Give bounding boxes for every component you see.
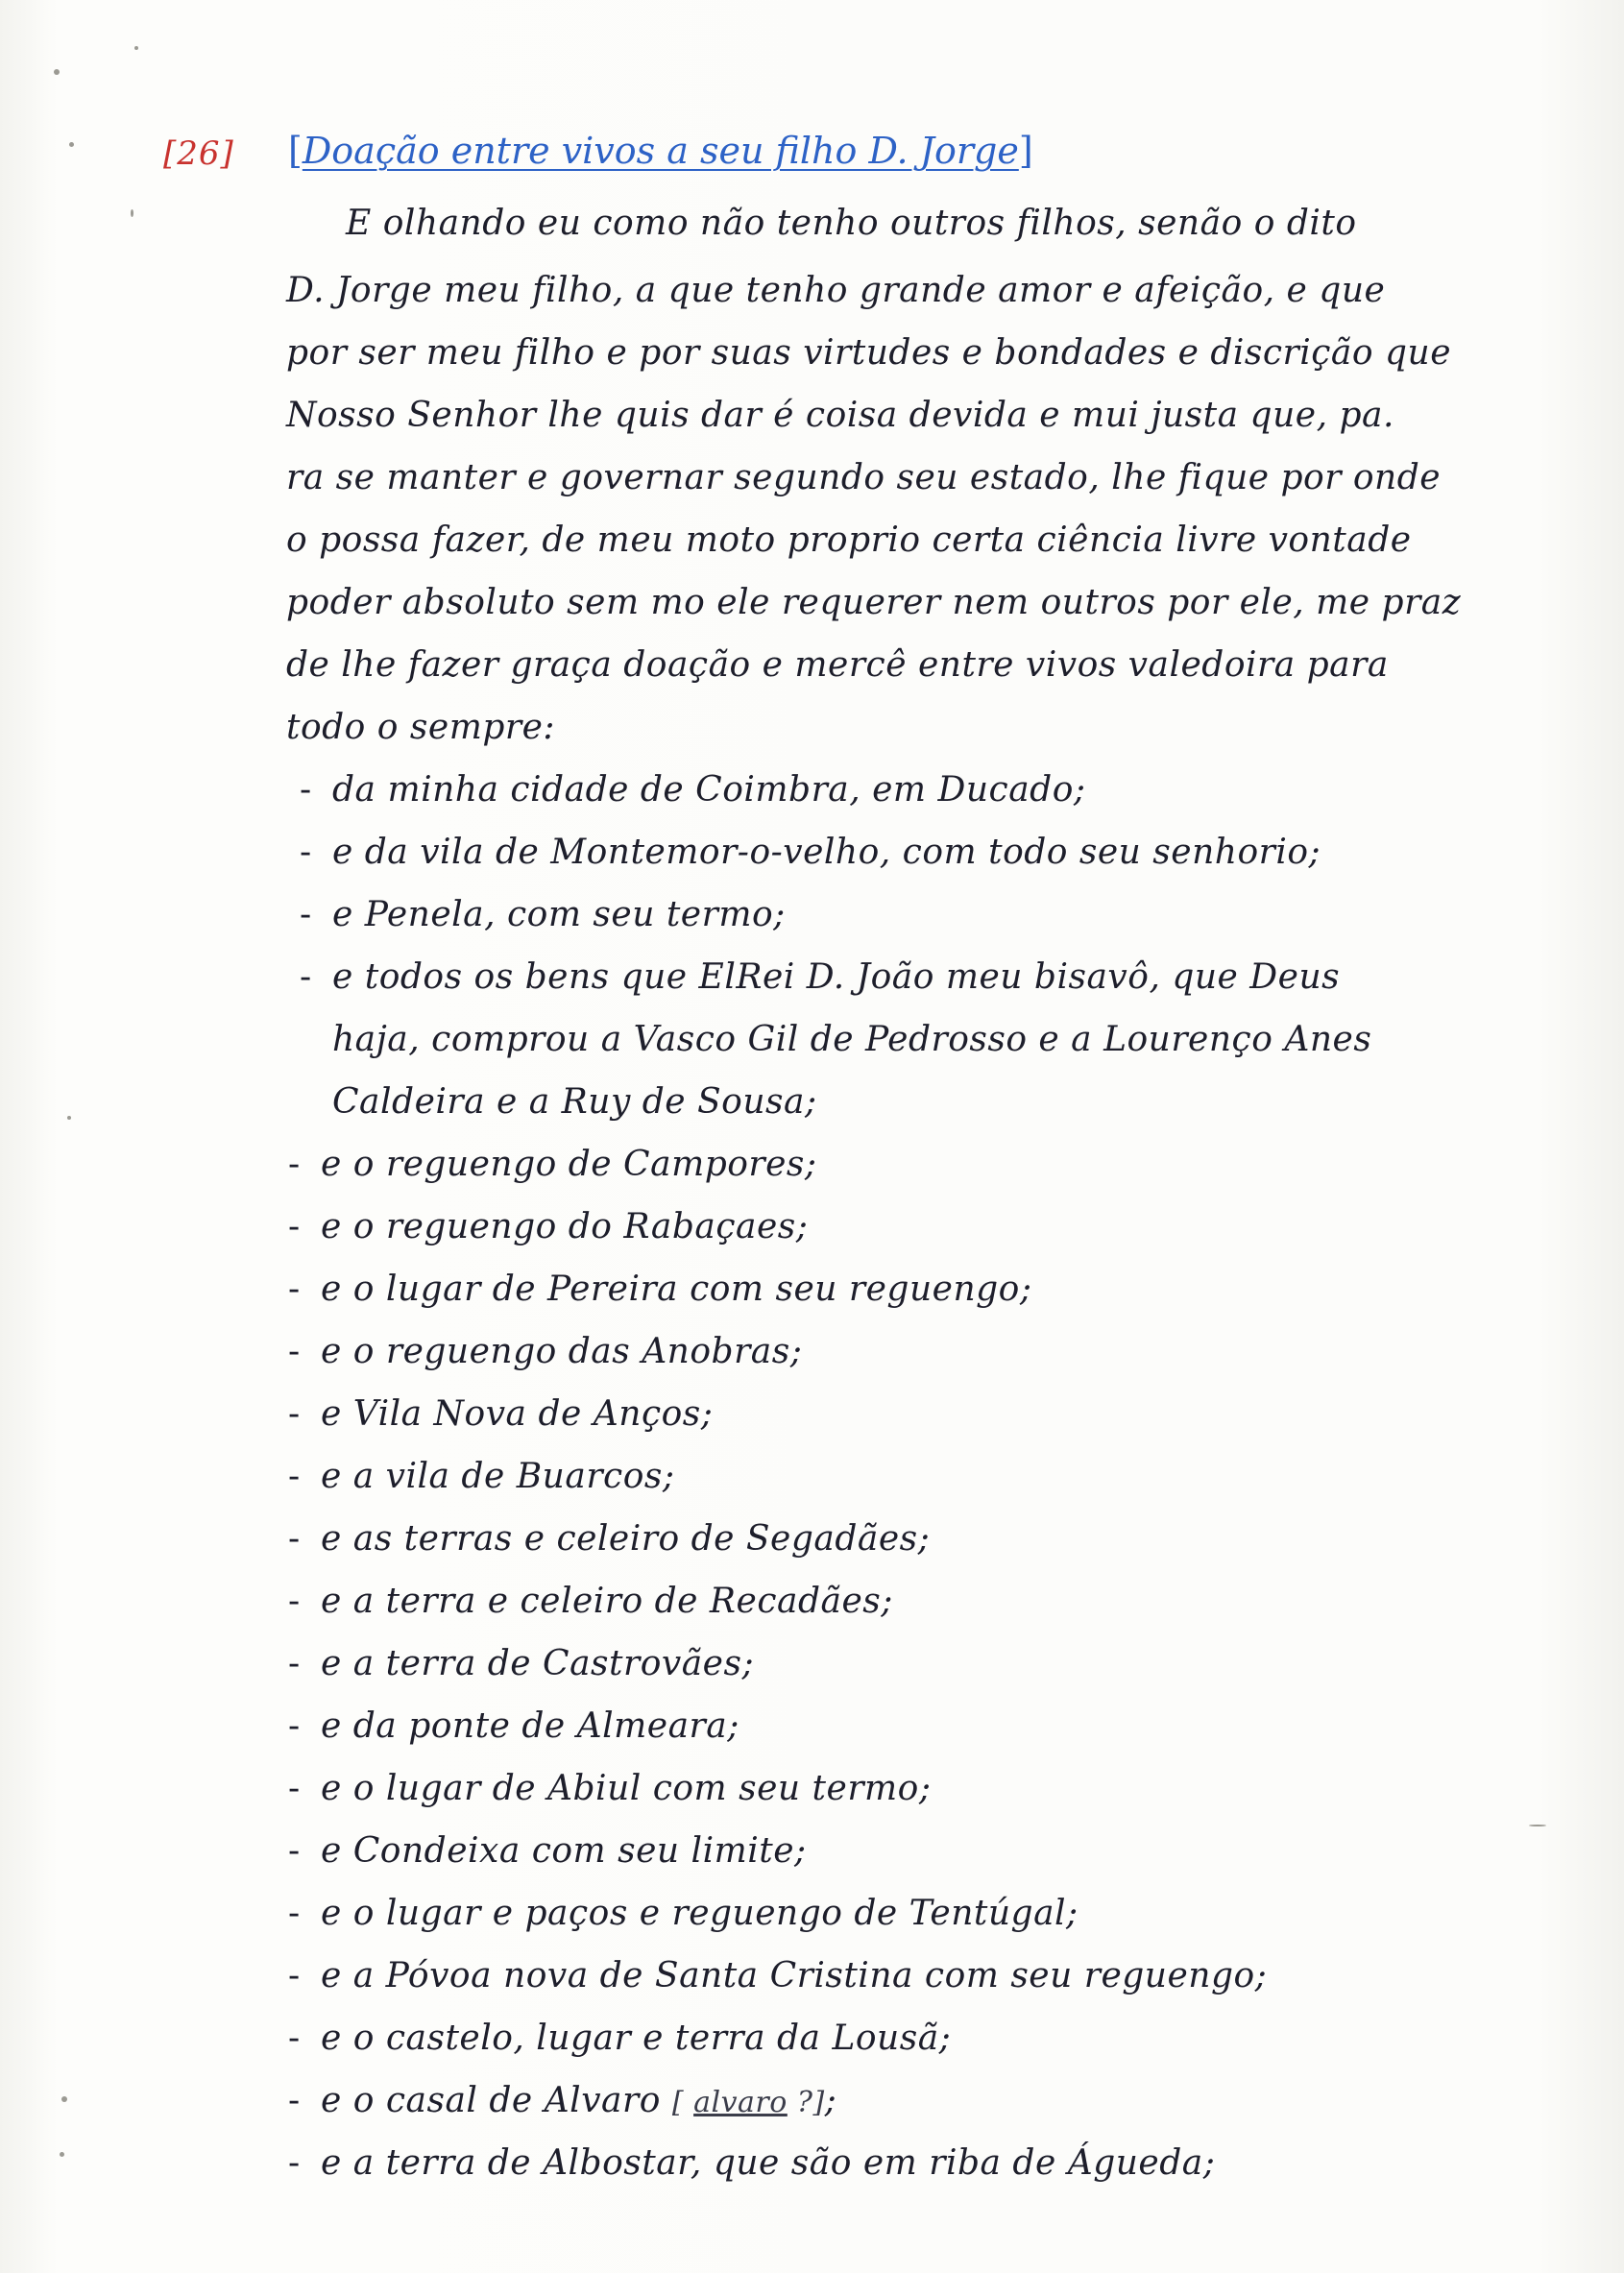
paragraph-line: ra se manter e governar segundo seu estado, lhe fique por onde [286,458,1442,497]
list-item-continuation: haja, comprou a Vasco Gil de Pedrosso e a Lourenço Anes [332,1020,1372,1059]
list-dash: - [288,1894,301,1933]
list-item [288,2143,1215,2183]
note-semicolon: ; [824,2081,837,2120]
page-number: [26] [163,134,234,173]
paper-speck [61,2096,67,2102]
list-dash: - [288,1644,301,1683]
note-close-bracket: ] [812,2086,825,2119]
note-word: alvaro [693,2086,788,2119]
heading-open-bracket: [ [288,130,303,172]
paragraph-line: de lhe fazer graça doação e mercê entre vivos valedoira para [286,645,1389,685]
list-item [288,1956,1267,1995]
list-item [288,1519,930,1559]
list-item [300,957,1340,997]
list-item [288,1457,674,1496]
list-item [288,1145,817,1184]
list-item-text: e a vila de Buarcos; [321,1457,675,1496]
list-dash: - [288,1457,301,1496]
paragraph-line: poder absoluto sem mo ele requerer nem outros por ele, me praz [286,583,1462,622]
list-dash: - [288,2019,301,2058]
paper-speck [131,209,133,217]
list-dash: - [288,1582,301,1621]
list-item-text: da minha cidade de Coimbra, em Ducado; [332,770,1086,810]
list-dash: - [288,1831,301,1871]
list-item [288,1269,1031,1309]
paragraph-line: todo o sempre: [286,708,556,747]
list-item [288,2019,951,2058]
list-item-text: e da ponte de Almeara; [321,1706,739,1746]
list-dash: - [288,1519,301,1559]
paper-speck [60,2152,64,2157]
paragraph-line: por ser meu filho e por suas virtudes e bondades e discrição que [286,333,1452,373]
paper-speck [69,142,74,147]
list-dash: - [288,1956,301,1995]
list-item-text: e o lugar de Pereira com seu reguengo; [321,1269,1032,1309]
paper-speck [67,1116,71,1120]
list-dash: - [288,2081,301,2120]
paragraph-line: o possa fazer, de meu moto proprio certa ciência livre vontade [286,520,1412,560]
list-item [300,895,786,934]
heading-close-bracket: ] [1018,130,1033,172]
paragraph-line: Nosso Senhor lhe quis dar é coisa devida e mui justa que, pa. [286,396,1394,435]
list-item-text: e a terra e celeiro de Recadães; [321,1582,893,1621]
page-heading [288,130,1033,172]
list-item [288,2081,836,2120]
list-item-text: e a terra de Albostar, que são em riba de Águeda; [321,2143,1216,2183]
list-item [288,1582,893,1621]
list-item [300,770,1086,810]
list-item-text: e o lugar de Abiul com seu termo; [321,1769,932,1808]
list-item-text: e todos os bens que ElRei D. João meu bisavô, que Deus [332,957,1341,997]
list-item [288,1332,802,1371]
list-item-text: e Condeixa com seu limite; [321,1831,807,1871]
list-dash: - [288,1207,301,1246]
list-item-text: e as terras e celeiro de Segadães; [321,1519,931,1559]
list-dash: - [300,957,312,997]
list-item [288,1769,931,1808]
list-item-text: e a Póvoa nova de Santa Cristina com seu reguengo; [321,1956,1268,1995]
list-item-text: e Penela, com seu termo; [332,895,786,934]
list-item-text: e o reguengo de Campores; [321,1145,817,1184]
list-item-continuation: Caldeira e a Ruy de Sousa; [332,1082,817,1122]
list-item-text: e o reguengo das Anobras; [321,1332,803,1371]
list-dash: - [288,1769,301,1808]
list-item-text: e o lugar e paços e reguengo de Tentúgal; [321,1894,1079,1933]
paper-speck [1529,1825,1546,1826]
list-dash: - [288,1332,301,1371]
note-open-bracket: [ [671,2086,685,2119]
paragraph-line: E olhando eu como não tenho outros filhos, senão o dito [346,204,1357,243]
paper-speck [134,46,138,50]
list-item [288,1394,713,1434]
list-dash: - [288,1394,301,1434]
list-item-text: e o reguengo do Rabaçaes; [321,1207,809,1246]
list-item-text: e Vila Nova de Anços; [321,1394,714,1434]
list-dash: - [288,1269,301,1309]
list-dash: - [288,2143,301,2183]
list-item-text: e da vila de Montemor-o-velho, com todo seu senhorio; [332,833,1321,872]
list-item [288,1706,739,1746]
list-dash: - [288,1145,301,1184]
list-item [288,1207,808,1246]
list-dash: - [300,833,312,872]
list-dash: - [288,1706,301,1746]
list-dash: - [300,895,312,934]
heading-title: Doação entre vivos a seu filho D. Jorge [302,130,1019,172]
list-item [288,1644,754,1683]
list-item-text: e o casal de Alvaro [321,2081,661,2120]
editorial-note [672,2086,825,2119]
list-item [288,1894,1079,1933]
list-item [288,1831,807,1871]
list-dash: - [300,770,312,810]
note-question-mark: ? [796,2086,813,2119]
paragraph-line: D. Jorge meu filho, a que tenho grande amor e afeição, e que [286,271,1386,310]
list-item [300,833,1321,872]
list-item-text: e o castelo, lugar e terra da Lousã; [321,2019,952,2058]
list-item-text: e a terra de Castrovães; [321,1644,755,1683]
paper-speck [54,69,60,75]
